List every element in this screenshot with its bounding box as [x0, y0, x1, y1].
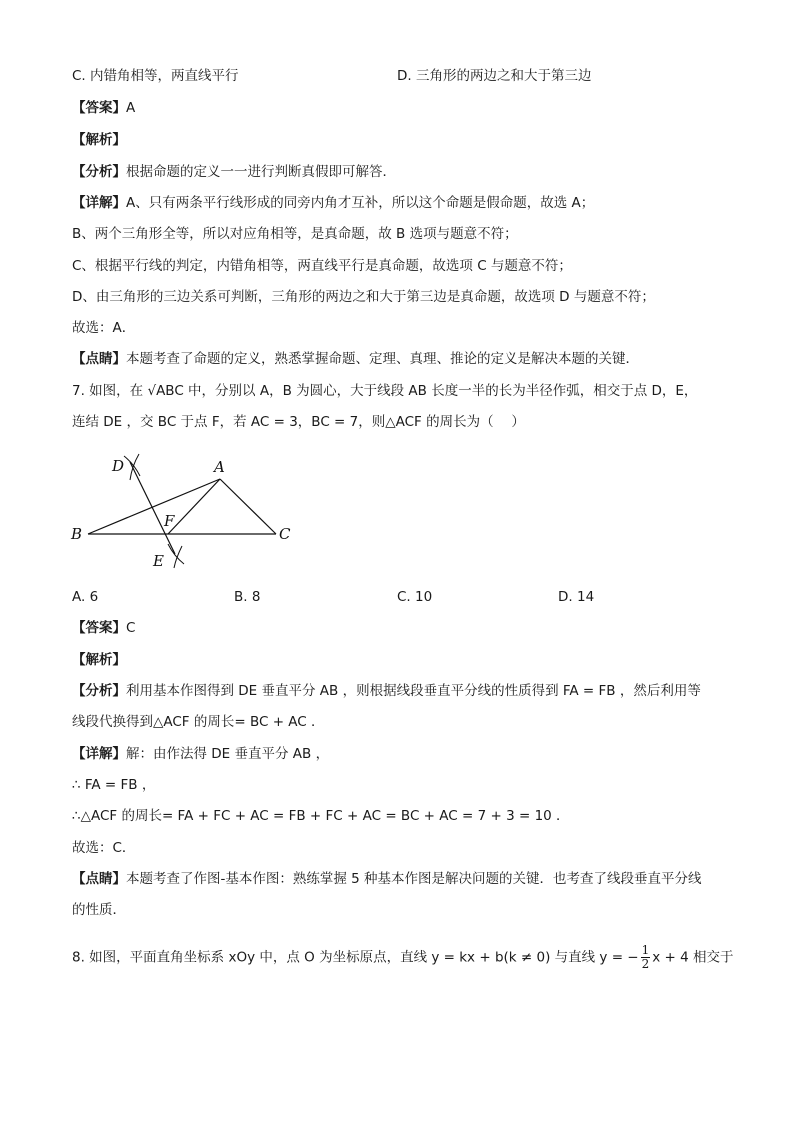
q7-dianjing-line-2: 的性质． [72, 902, 126, 918]
q7-stem-2: 连结 DE ，交 BC 于点 F，若 AC = 3，BC = 7，则△ACF 的周长为（ ） [72, 414, 525, 430]
xiangjie-tag: 【详解】 [72, 195, 126, 211]
q7-fenxi-line-1 [72, 681, 701, 701]
q7-answer-value: C [126, 620, 136, 636]
xiangjie-line [72, 193, 594, 213]
triangle-figure [60, 448, 310, 578]
q7-fenxi-text-1: 利用基本作图得到 DE 垂直平分 AB ，则根据线段垂直平分线的性质得到 FA = FB ，然后利用等 [126, 683, 701, 699]
fenxi-line [72, 162, 396, 182]
label-A: A [214, 458, 225, 476]
q7-option-c: C. 10 [397, 589, 433, 605]
q7-dianjing-tag: 【点睛】 [72, 871, 126, 887]
line-c: C、根据平行线的判定，内错角相等，两直线平行是真命题，故选项 C 与题意不符； [72, 258, 572, 274]
xiangjie-text: A、只有两条平行线形成的同旁内角才互补，所以这个命题是假命题，故选 A； [126, 195, 595, 211]
analysis-tag: 【解析】 [72, 132, 126, 148]
q8-stem-a: 8. 如图，平面直角坐标系 xOy 中，点 O 为坐标原点，直线 y = kx + b(k ≠ 0) 与直线 y = − [72, 949, 639, 966]
q7-step-1: ∴ FA = FB ， [72, 777, 156, 793]
q8-fraction [641, 944, 651, 971]
q8-stem-b: x + 4 相交于 [652, 949, 734, 966]
answer-tag: 【答案】 [72, 100, 126, 116]
arc-E-2 [174, 546, 182, 568]
option-c: C. 内错角相等，两直线平行 [72, 68, 239, 84]
dianjing-text: 本题考查了命题的定义，熟悉掌握命题、定理、真理、推论的定义是解决本题的关键． [126, 351, 639, 367]
q7-answer-line [72, 618, 135, 638]
q8-stem [72, 944, 734, 971]
line-d: D、由三角形的三边关系可判断，三角形的两边之和大于第三边是真命题，故选项 D 与题意不符； [72, 289, 655, 305]
q7-stem-1: 7. 如图，在 √ABC 中，分别以 A，B 为圆心，大于线段 AB 长度一半的长为半径作弧，相交于点 D，E， [72, 383, 698, 399]
fenxi-text: 根据命题的定义一一进行判断真假即可解答． [126, 164, 396, 180]
q7-dianjing-line-1 [72, 869, 702, 889]
q7-step-2: ∴△ACF 的周长= FA + FC + AC = FB + FC + AC = BC + AC = 7 + 3 = 10 ． [72, 808, 570, 824]
q8-frac-den: 2 [641, 957, 650, 971]
answer-line [72, 98, 135, 118]
q8-frac-num: 1 [641, 943, 650, 957]
fenxi-tag: 【分析】 [72, 164, 126, 180]
answer-value: A [126, 100, 136, 116]
dianjing-line [72, 349, 639, 369]
q7-fenxi-tag: 【分析】 [72, 683, 126, 699]
q7-option-b: B. 8 [234, 589, 261, 605]
segment-DE [130, 462, 175, 554]
segment-AC [220, 479, 276, 534]
option-d: D. 三角形的两边之和大于第三边 [397, 68, 592, 84]
q7-analysis-tag: 【解析】 [72, 652, 126, 668]
q7-xiangjie-text: 解：由作法得 DE 垂直平分 AB ， [126, 746, 330, 762]
q7-option-d: D. 14 [558, 589, 595, 605]
label-C: C [279, 525, 291, 543]
line-b: B、两个三角形全等，所以对应角相等，是真命题，故 B 选项与题意不符； [72, 226, 518, 242]
segment-BA [88, 479, 220, 534]
q7-fenxi-line-2: 线段代换得到△ACF 的周长= BC + AC ． [72, 714, 325, 730]
q7-choice-line: 故选：C． [72, 840, 136, 856]
q7-answer-tag: 【答案】 [72, 620, 126, 636]
label-D: D [112, 457, 125, 475]
segment-AF [168, 479, 220, 534]
label-E: E [153, 552, 164, 570]
label-F: F [164, 512, 175, 530]
label-B: B [71, 525, 83, 543]
q7-dianjing-text-1: 本题考查了作图-基本作图：熟练掌握 5 种基本作图是解决问题的关键．也考查了线段垂直平分线 [126, 871, 702, 887]
q7-option-a: A. 6 [72, 589, 99, 605]
dianjing-tag: 【点睛】 [72, 351, 126, 367]
q7-xiangjie-line [72, 744, 329, 764]
choice-line: 故选：A． [72, 320, 136, 336]
q7-xiangjie-tag: 【详解】 [72, 746, 126, 762]
